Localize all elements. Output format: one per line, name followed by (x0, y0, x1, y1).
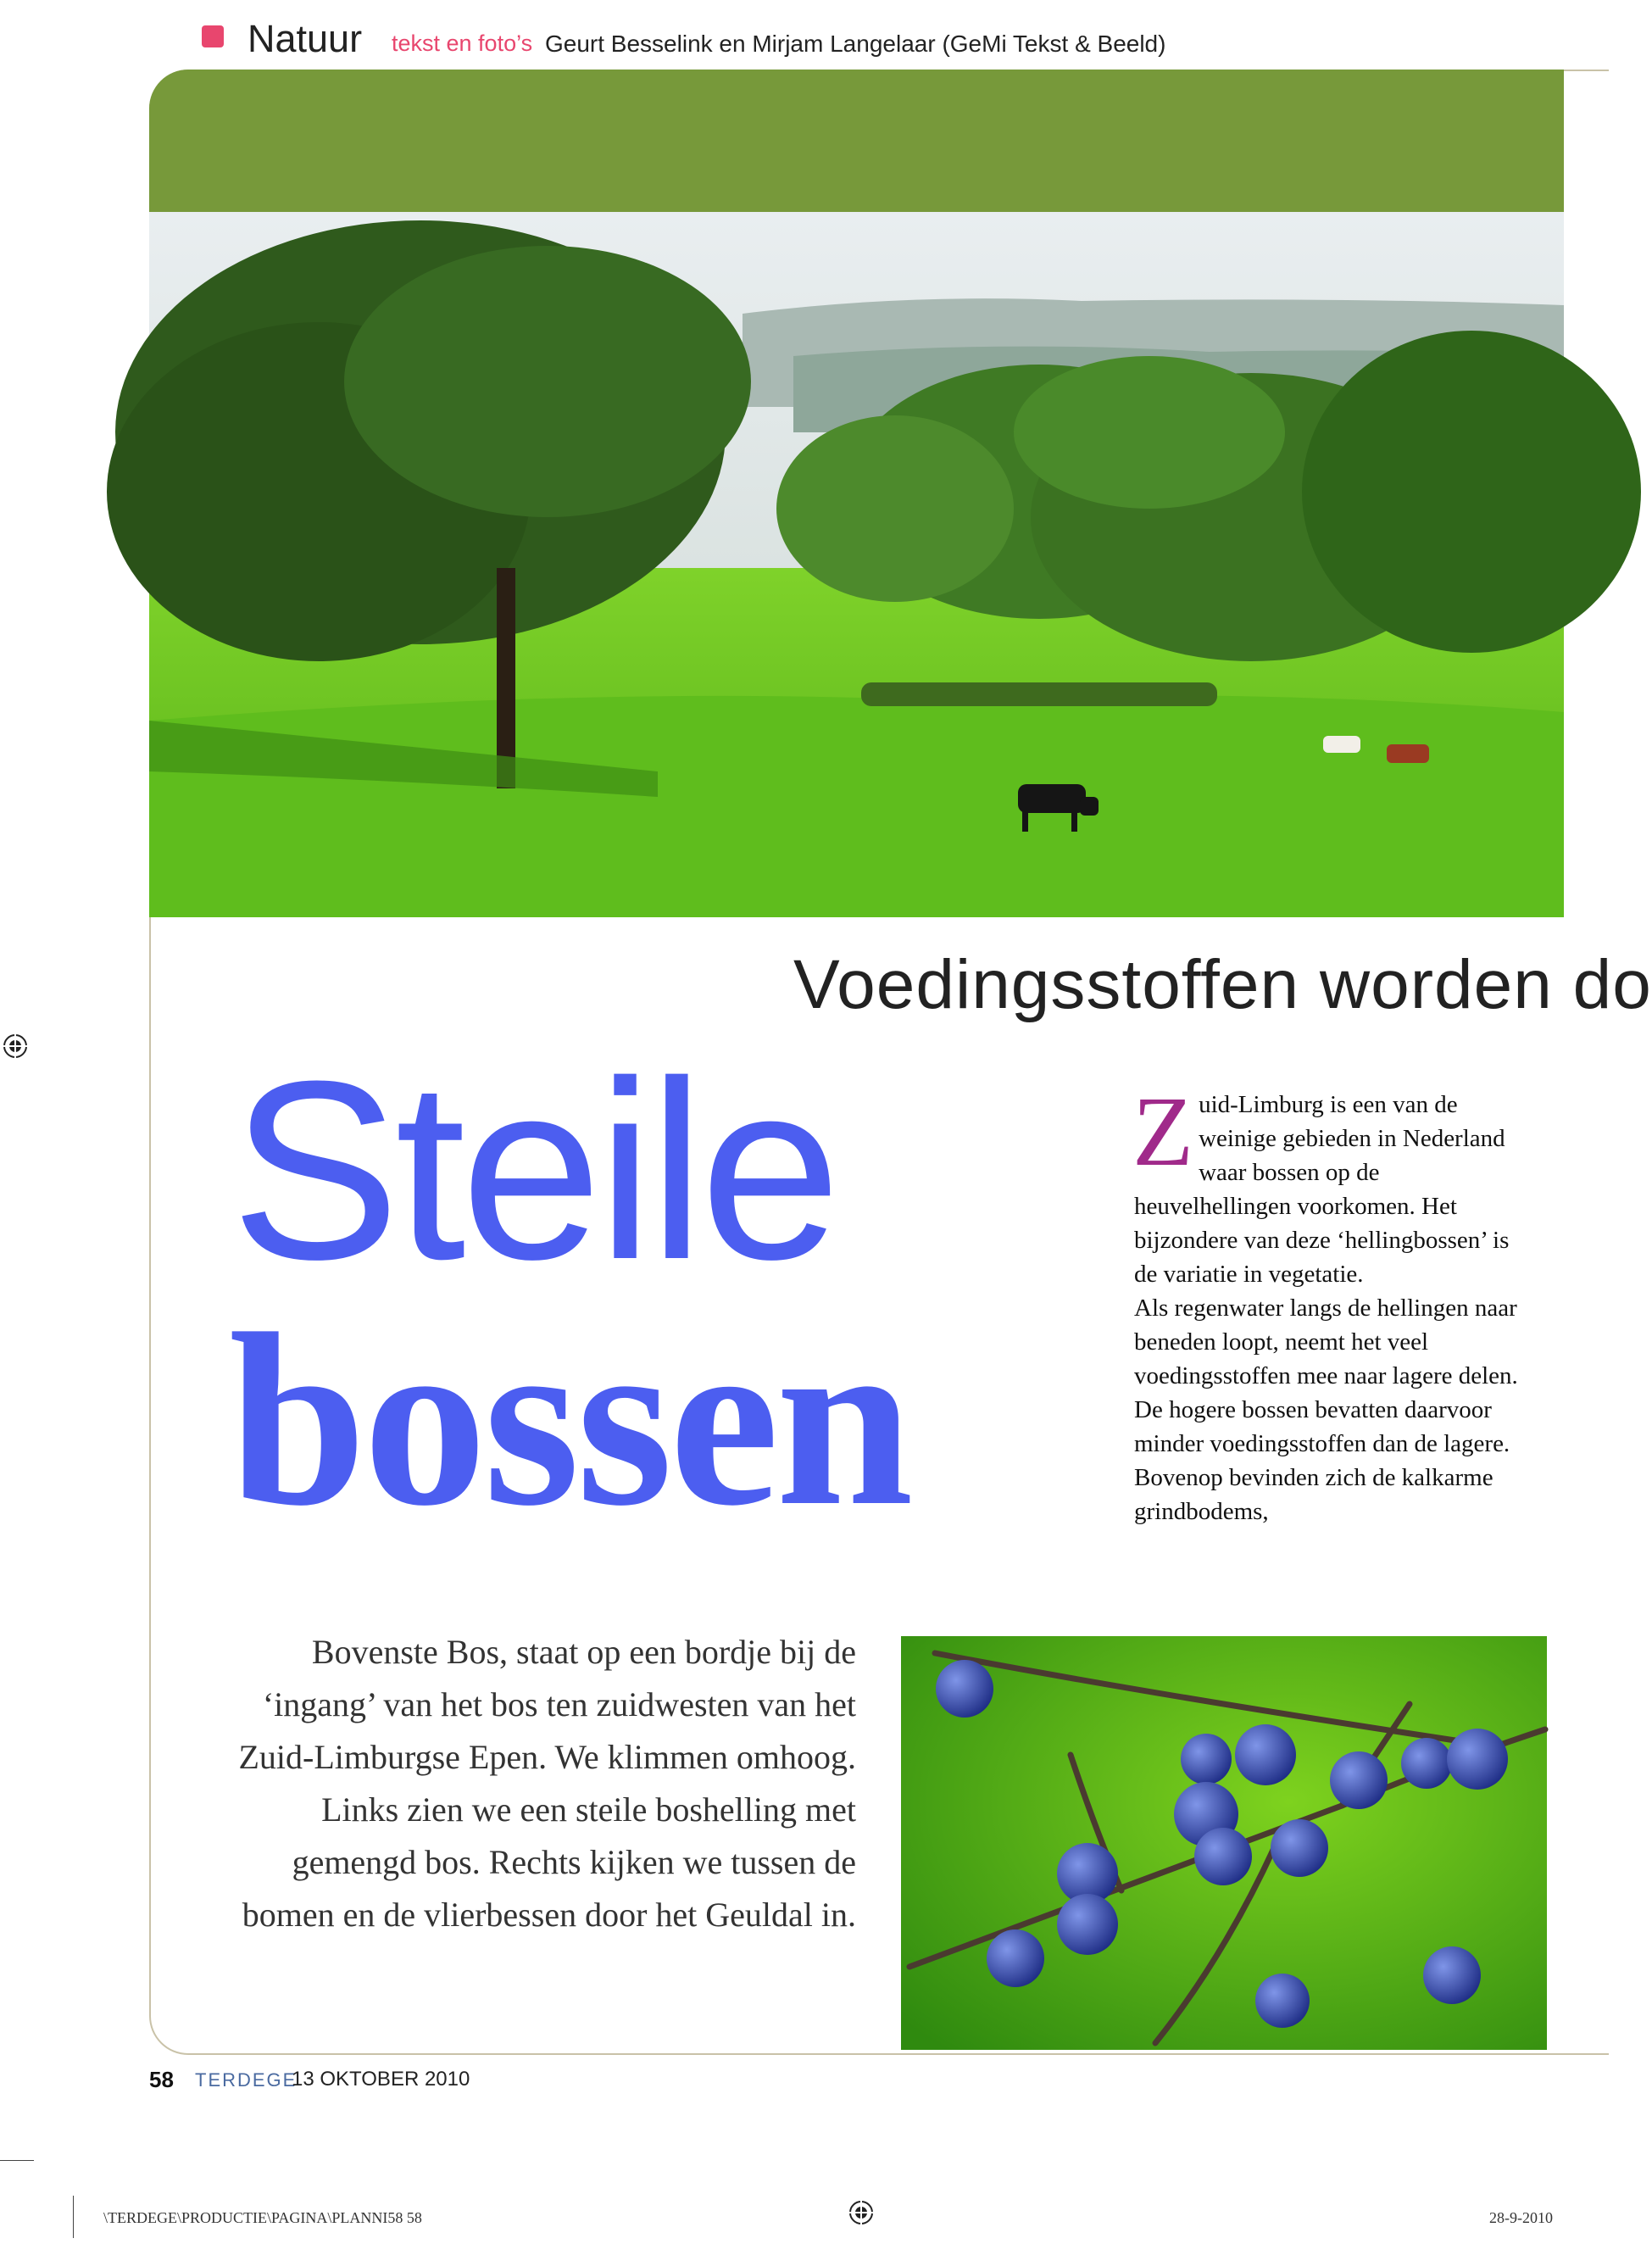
green-header-band (149, 70, 1564, 212)
crop-mark (73, 2196, 74, 2238)
hero-photo (149, 212, 1564, 917)
berry-photo-illustration (901, 1636, 1547, 2050)
issue-date: 13 OKTOBER 2010 (292, 2068, 470, 2091)
crop-mark (0, 2160, 34, 2161)
body-paragraph-1 (1132, 1076, 1532, 1291)
registration-mark-icon (848, 2199, 875, 2226)
section-label: Natuur (248, 17, 363, 60)
body-paragraph-1-text: uid-Limburg is een van de weinige gebieden in Nederland waar bossen op de heuvelhellingen voorkomen. Het bijzondere van deze ‘hellingbossen’ is de variatie in vegetatie. (1134, 1091, 1510, 1288)
hero-photo-illustration (149, 212, 1564, 917)
print-date: 28-9-2010 (1489, 2209, 1553, 2226)
body-text-column (1132, 1076, 1532, 1528)
title-line-2: bossen (229, 1283, 910, 1557)
credit-label: tekst en foto’s (392, 31, 533, 56)
drop-cap: Z (1132, 1076, 1194, 1187)
pull-quote: Bovenste Bos, staat op een bordje bij de ‘ingang’ van het bos ten zuidwesten van het Zuid-Limburgse Epen. We klimmen omhoog. Links zien we een steile boshelling met gemengd bos. Rechts kijken we tussen de bomen en de vlierbessen door het Geuldal in. (238, 1633, 856, 1934)
print-slug: \TERDEGE\PRODUCTIE\PAGINA\PLANNI58 58 (103, 2209, 422, 2226)
registration-mark-icon (2, 1033, 29, 1060)
deck-headline: Voedingsstoffen worden do (793, 946, 1652, 1023)
magazine-name: TERDEGE (195, 2069, 298, 2091)
title-line-1: Steile (231, 1027, 837, 1312)
body-paragraph-2: Als regenwater langs de hellingen naar beneden loopt, neemt het veel voedingsstoffen mee naar lagere delen. De hogere bossen bevatten daarvoor minder voedingsstoffen dan de lagere. Bovenop bevinden zich de kalkarme grindbodems, (1134, 1295, 1518, 1525)
page-number: 58 (149, 2067, 174, 2092)
section-marker (202, 25, 224, 47)
berry-photo (901, 1636, 1547, 2050)
credit-names: Geurt Besselink en Mirjam Langelaar (GeMi Tekst & Beeld) (545, 31, 1166, 57)
